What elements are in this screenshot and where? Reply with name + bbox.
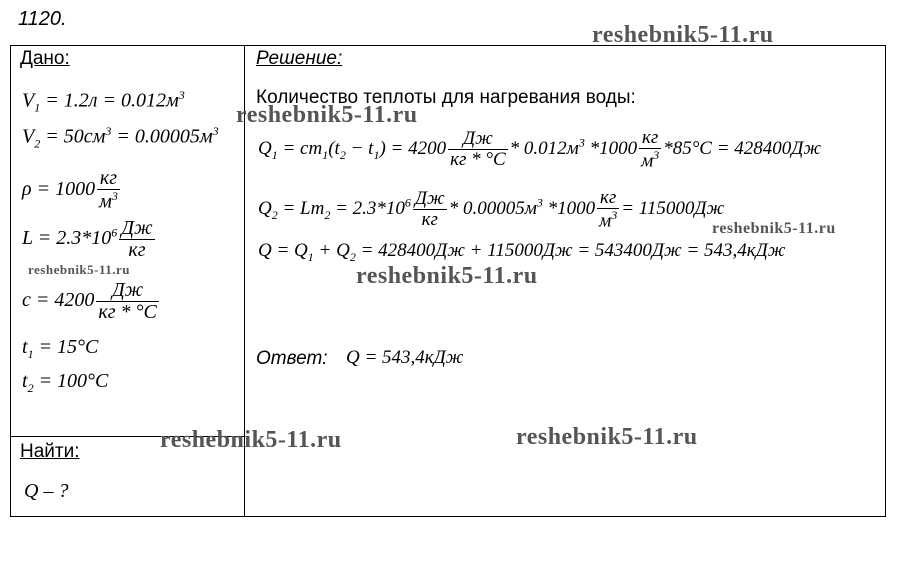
watermark: reshebnik5-11.ru [516, 424, 698, 450]
watermark: reshebnik5-11.ru [236, 102, 418, 128]
equation-q2: $Q_2 = Lm_2 = 2.3*10^6$ $\frac{Дж}{кг}$ * $0.00005м^3$ *1000 $\frac{кг}{м^3}$ = 115000Дж [258, 187, 725, 232]
find-value: Q – ? [24, 480, 69, 502]
problem-number: 1120. [18, 8, 67, 30]
given-v1: $V_1 = 1.2л = 0.012м^3$ [22, 88, 185, 115]
given-L: $L = 2.3*10^6$ $\frac{Дж}{кг}$ [22, 217, 153, 261]
find-header: Найти: [20, 441, 80, 462]
equation-q: $Q = Q_1 + Q_2 = 428400Дж + 115000Дж = 543400Дж = 543,4кДж$ [258, 240, 786, 264]
watermark: reshebnik5-11.ru [356, 263, 538, 289]
given-t1: $t_1 = 15^\circ C$ [22, 336, 99, 361]
solution-intro: Количество теплоты для нагревания воды: [256, 87, 636, 108]
given-t2: $t_2 = 100^\circ C$ [22, 370, 109, 395]
given-header: Дано: [20, 48, 70, 69]
given-rho: ρ = 1000 $\frac{кг}{м^3}$ [22, 167, 118, 213]
given-c: c = 4200 $\frac{Дж}{кг * ^\circ C}$ [22, 279, 157, 323]
solution-header: Решение: [256, 48, 343, 69]
watermark: reshebnik5-11.ru [712, 220, 836, 237]
watermark: reshebnik5-11.ru [28, 262, 131, 277]
equation-q1: $Q_1 = cm_1(t_2 - t_1) = 4200$ $\frac{Дж}{кг * ^\circ C}$ * $0.012м^3$ *1000 $\frac{кг}{м^3}$ *85°C = 428400Дж [258, 127, 822, 172]
watermark: reshebnik5-11.ru [592, 22, 774, 48]
given-v2: $V_2 = 50см^3 = 0.00005м^3$ [22, 124, 219, 151]
answer-value: Q = 543,4кДж [346, 347, 464, 368]
watermark: reshebnik5-11.ru [160, 427, 342, 453]
answer-label: Ответ: [256, 348, 328, 369]
